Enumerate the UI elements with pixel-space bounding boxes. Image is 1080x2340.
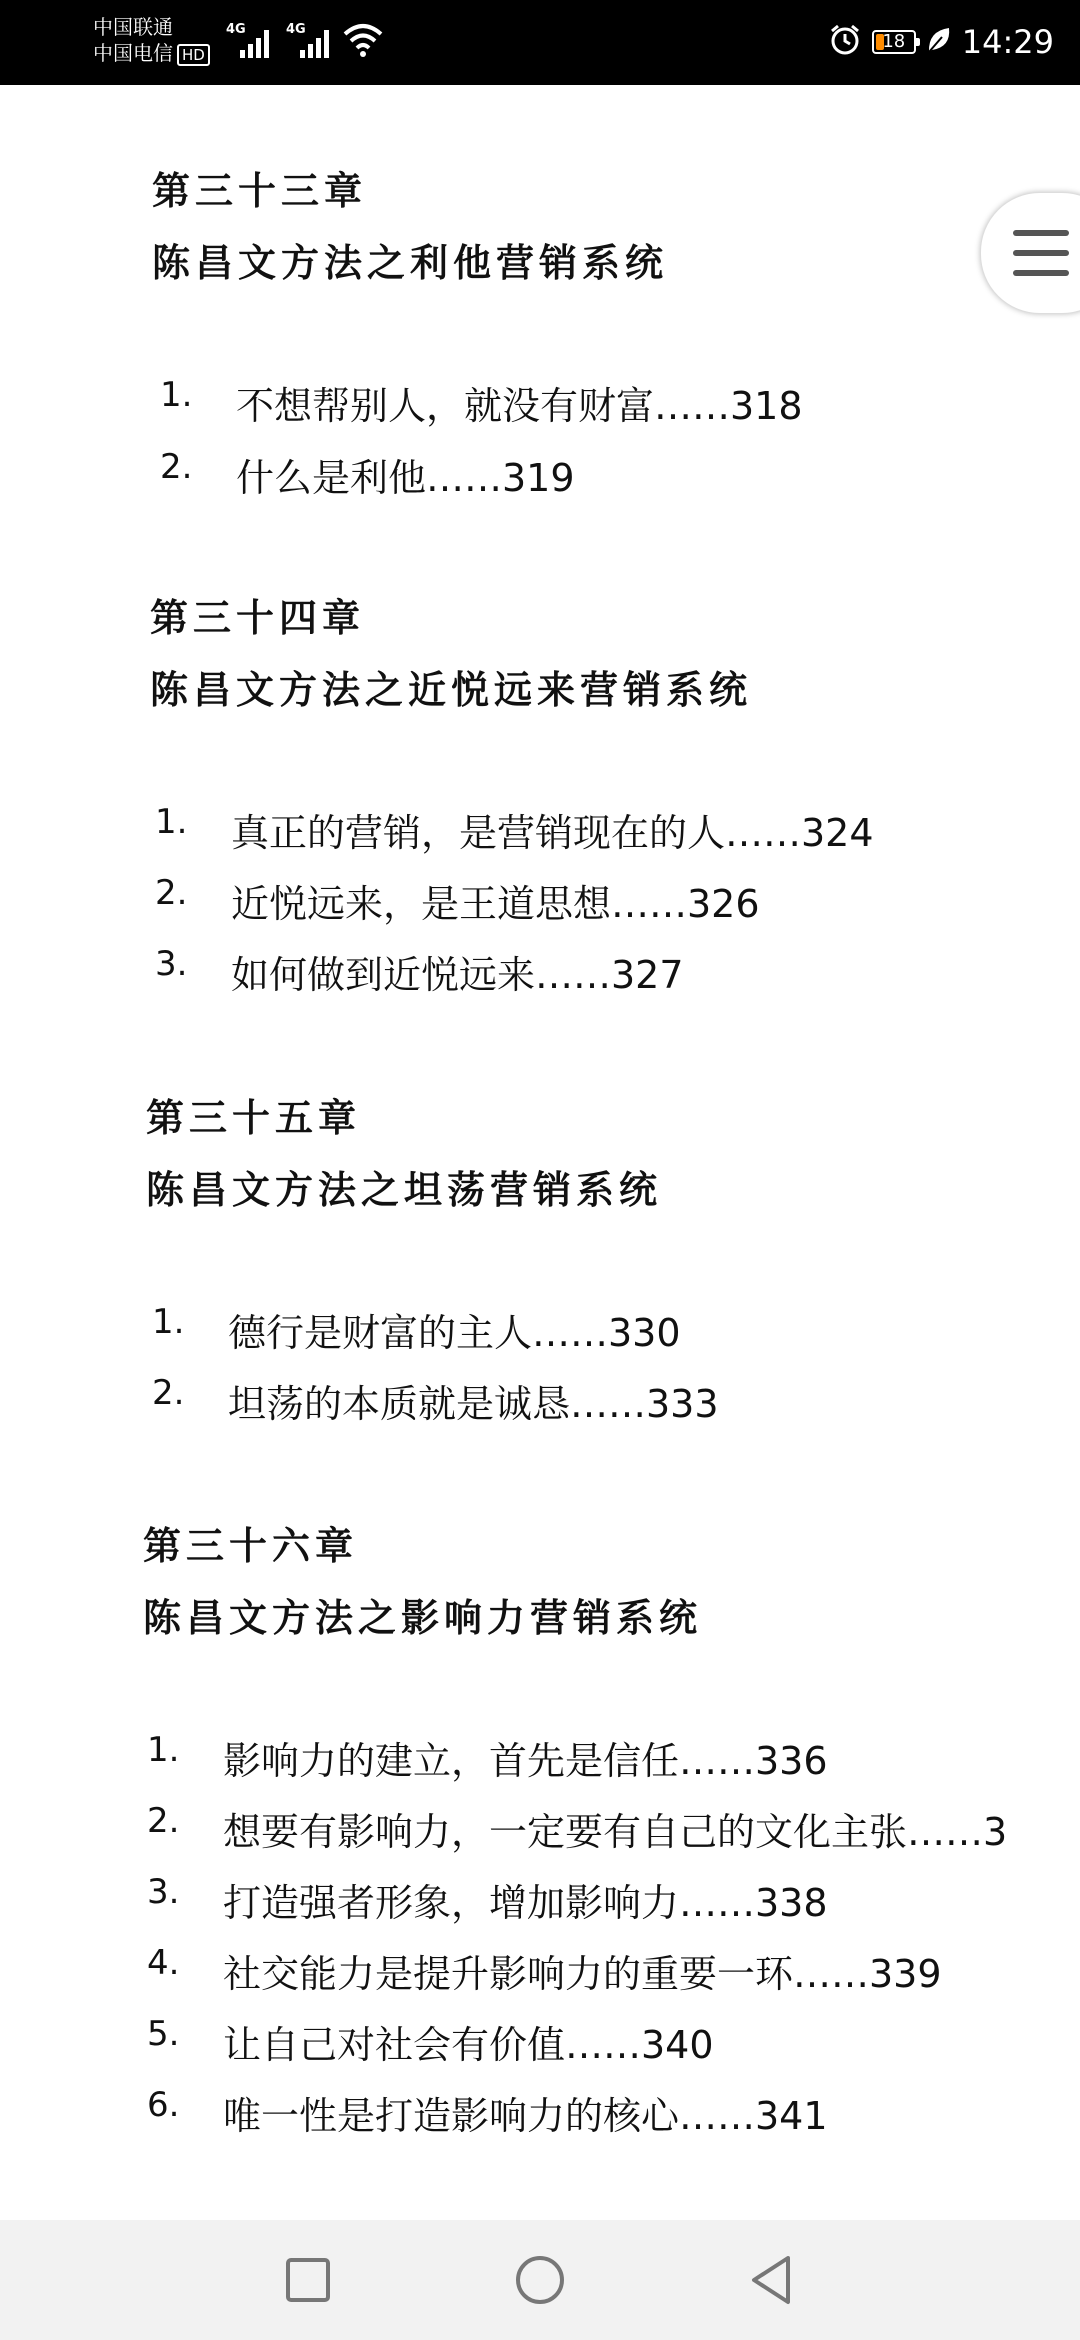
- signal-1-icon: 4G: [226, 22, 276, 58]
- carrier-2: 中国电信: [93, 41, 173, 65]
- status-bar: [0, 0, 1080, 85]
- triangle-back-icon: [742, 2250, 802, 2310]
- hd-badge: HD: [177, 44, 210, 66]
- recent-apps-button[interactable]: [278, 2250, 338, 2310]
- alarm-icon: [828, 23, 862, 61]
- chapter-title: 陈昌文方法之利他营销系统: [152, 240, 669, 285]
- battery-level: 18: [882, 31, 906, 52]
- clock: 14:29: [961, 23, 1054, 61]
- chapter-title: 陈昌文方法之坦荡营销系统: [146, 1167, 663, 1212]
- signal-2-icon: 4G: [286, 22, 336, 58]
- chapter-number: 第三十三章: [152, 168, 368, 213]
- carrier-info: [93, 14, 210, 66]
- carrier-1: 中国联通: [93, 15, 173, 39]
- hamburger-menu-icon: [1013, 230, 1069, 236]
- chapter-title: 陈昌文方法之近悦远来营销系统: [150, 667, 753, 712]
- square-icon: [278, 2250, 338, 2310]
- wifi-icon: [343, 22, 383, 58]
- chapter-number: 第三十六章: [143, 1523, 359, 1568]
- back-button[interactable]: [742, 2250, 802, 2310]
- document-content: 第三十三章 陈昌文方法之利他营销系统 1. 不想帮别人，就没有财富……318 2. 什么是利他……319 第三十四章 陈昌文方法之近悦远来营销系统 1. 真正的营销，是营销现在的人……324 2. 近悦远来，是王道思想……326 3. 如何做到近悦远来……327 第三十五章 陈昌文方法之坦荡营销系统 1. 德行是财富的主人……330 2. 坦荡的本质就是诚恳……333 第三十六章 陈昌文方法之影响力营销系统 1. 影响力的建立，首先是信任……336 2. 想要有影响力，一定要有自己的文化主张……3 3. 打造强者形象，增加影响力……338 4. 社交能力是提升影响力的重要一环……339 5. 让自己对社会有价值……340 6. 唯一性是打造影响力的核心……341: [0, 85, 1080, 2220]
- chapter-title: 陈昌文方法之影响力营销系统: [143, 1595, 703, 1640]
- navigation-bar: [0, 2220, 1080, 2340]
- battery-icon: [872, 30, 916, 54]
- chapter-number: 第三十四章: [150, 595, 366, 640]
- home-button[interactable]: [510, 2250, 570, 2310]
- chapter-number: 第三十五章: [146, 1095, 362, 1140]
- circle-icon: [510, 2250, 570, 2310]
- leaf-icon: [926, 25, 952, 59]
